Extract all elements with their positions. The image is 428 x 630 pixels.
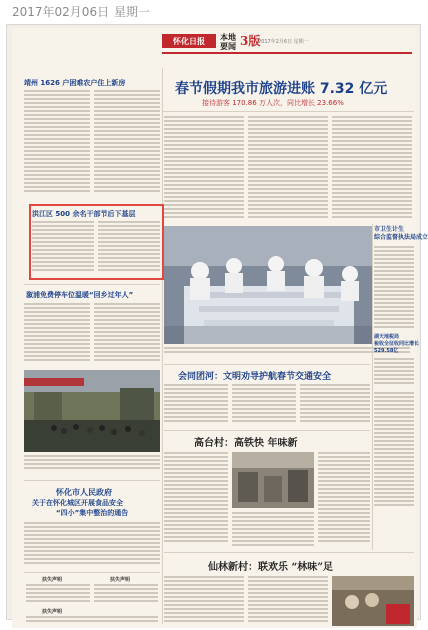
- issue-date: 2017年02月06日: [12, 5, 110, 19]
- side-body-health: [374, 246, 414, 332]
- highlight-box: [29, 204, 164, 280]
- divider: [164, 552, 414, 553]
- crowd-photo[interactable]: [24, 370, 160, 452]
- notice-label-2: 扶失声明: [110, 577, 131, 583]
- announcement-title-2: “四小”集中整治的通告: [56, 509, 129, 517]
- article-title-jingzhou[interactable]: 靖州 1626 户困难农户住上新房: [24, 79, 126, 87]
- notice-body-2: [94, 584, 158, 604]
- article-body-parking-2: [94, 303, 160, 365]
- side-title-health-1: 市卫生计生: [374, 226, 405, 233]
- article-body-huitong-2: [232, 384, 296, 426]
- divider: [24, 284, 160, 285]
- side-title-tax-3: 529.58亿: [374, 348, 399, 354]
- section-label: [220, 33, 236, 51]
- divider: [24, 572, 160, 573]
- masthead-date: 2017年2月6日 星期一: [258, 39, 309, 45]
- column-rule: [162, 68, 163, 624]
- xianlin-photo[interactable]: [332, 576, 414, 626]
- side-title-health-2: 综合监督执法局成立: [374, 234, 428, 241]
- section-line-1: 本地: [220, 32, 236, 42]
- article-title-gaotai[interactable]: 高台村：高铁快 年味新: [194, 438, 298, 449]
- workers-photo-image: [164, 226, 372, 344]
- gaotai-photo[interactable]: [232, 452, 314, 508]
- announcement-body: [24, 522, 160, 568]
- announcement-title-1: 关于在怀化城区开展食品安全: [32, 499, 123, 507]
- xianlin-photo-image: [332, 576, 414, 626]
- main-headline[interactable]: 春节假期我市旅游进账 7.32 亿元: [175, 81, 388, 97]
- article-body-xianlin-1: [164, 576, 244, 626]
- article-title-parking[interactable]: 溆浦免费停车位温暖“回乡过年人”: [26, 291, 134, 299]
- article-body-gaotai-3: [232, 512, 314, 548]
- divider: [164, 430, 370, 431]
- crowd-caption: [24, 455, 160, 473]
- page-number: 3版: [240, 34, 261, 48]
- page-canvas: [12, 28, 428, 628]
- tourism-body-1: [164, 116, 244, 222]
- issue-weekday: 星期一: [114, 5, 151, 19]
- side-title-tax-2: 稅收全征收同比增长: [374, 341, 420, 347]
- masthead: [162, 32, 412, 54]
- notice-body-3: [26, 616, 158, 626]
- article-body-gaotai-2: [318, 452, 370, 548]
- side-title-health[interactable]: [374, 226, 428, 242]
- article-body-jingzhou-2: [94, 90, 160, 198]
- divider: [164, 364, 370, 365]
- article-body-huitong-1: [164, 384, 228, 426]
- tourism-body-3: [332, 116, 412, 222]
- main-subheadline: 接待游客 170.86 万人次，同比增长 23.66%: [202, 99, 344, 107]
- tourism-body-2: [248, 116, 328, 222]
- column-rule: [372, 224, 373, 550]
- date-bar: [0, 0, 427, 20]
- side-title-tax-1: 湖天地税局: [374, 334, 400, 340]
- newspaper-page[interactable]: [6, 24, 428, 620]
- article-title-xianlin[interactable]: 仙林新村：联欢乐 “林味”足: [208, 562, 333, 573]
- side-body-tax: [374, 358, 414, 388]
- article-body-jingzhou: [24, 90, 90, 198]
- notice-body-1: [26, 584, 90, 604]
- announcement-issuer[interactable]: 怀化市人民政府: [56, 488, 112, 497]
- notice-label-3: 扶失声明: [42, 609, 63, 615]
- article-body-gaotai-1: [164, 452, 228, 548]
- gaotai-photo-image: [232, 452, 314, 508]
- crowd-photo-image: [24, 370, 160, 452]
- right-column-body: [374, 392, 414, 512]
- newspaper-logo: 怀化日报: [162, 34, 216, 48]
- article-body-xianlin-2: [248, 576, 328, 626]
- article-title-hongjiang[interactable]: 洪江区 500 余名干部节后下基层: [32, 210, 136, 218]
- notice-label-1: 扶失声明: [42, 577, 63, 583]
- divider: [24, 480, 160, 481]
- article-body-parking-1: [24, 303, 90, 365]
- side-title-tax[interactable]: [374, 334, 419, 355]
- article-body-huitong-3: [300, 384, 370, 426]
- divider: [162, 111, 414, 112]
- workers-photo[interactable]: [164, 226, 372, 344]
- section-line-2: 要闻: [220, 41, 236, 51]
- article-title-huitong[interactable]: 会同团河：文明劝导护航春节交通安全: [178, 372, 332, 382]
